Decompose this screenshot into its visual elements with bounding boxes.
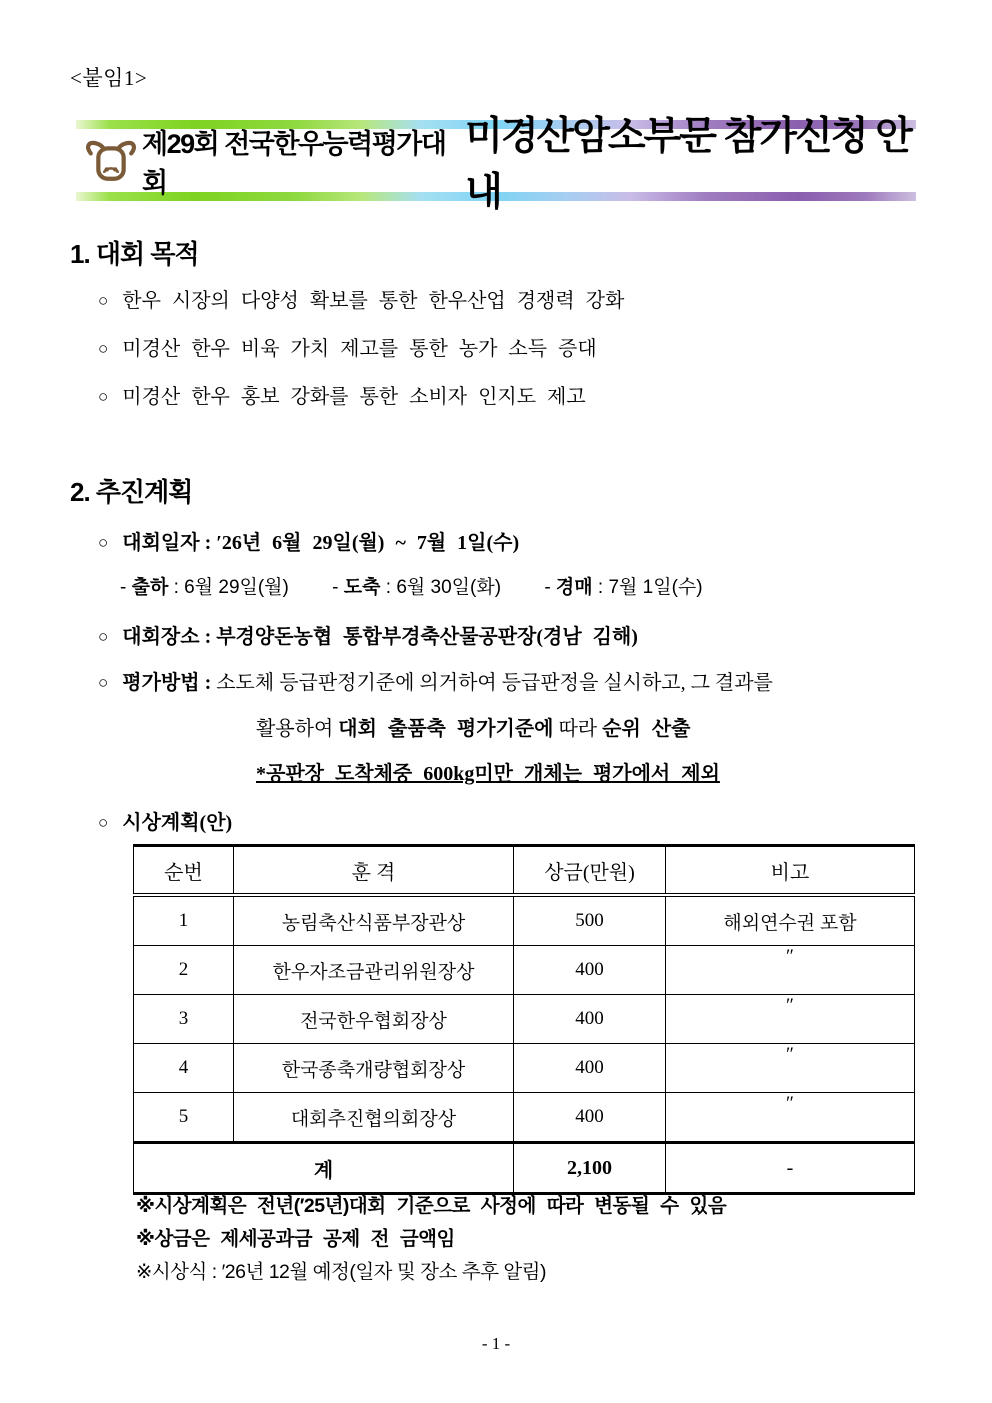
event-date-value: ′26년 6월 29일(월) ~ 7월 1일(수) [216, 532, 520, 554]
section2-heading: 2. 추진계획 [70, 477, 193, 507]
schedule-label: 경매 [555, 577, 593, 598]
cell-rank: 3 [134, 995, 234, 1044]
dash: - [120, 577, 127, 598]
schedule-value: 7월 1일(수) [608, 577, 703, 598]
table-row [134, 946, 915, 995]
cell-prize-title: 농림축산식품부장관상 [234, 895, 514, 946]
schedule-value: 6월 30일(화) [396, 577, 502, 598]
cell-prize-title: 한국종축개량협회장상 [234, 1044, 514, 1093]
method-text-2d: 순위 산출 [602, 718, 691, 740]
venue-line [98, 620, 638, 649]
cell-remarks: ″ [666, 995, 915, 1044]
table-row [134, 995, 915, 1044]
cell-prize-title: 대회추진협의회장상 [234, 1093, 514, 1143]
cell-rank: 2 [134, 946, 234, 995]
cow-head-icon [84, 139, 138, 183]
colon: : [173, 577, 179, 598]
award-table [133, 844, 915, 1195]
page-number: - 1 - [481, 1334, 511, 1353]
banner-title: 미경산암소부문 참가신청 안내 [465, 114, 911, 214]
table-header-row [134, 846, 915, 896]
method-label: 평가방법 [122, 672, 200, 694]
circle-bullet: ○ [98, 339, 109, 358]
dash: - [332, 577, 339, 598]
colon: : [597, 577, 604, 598]
schedule-item-slaughter [332, 577, 501, 598]
cell-rank: 4 [134, 1044, 234, 1093]
banner-subtitle: 제29회 전국한우능력평가대회 [142, 128, 446, 198]
footnote-2: ※상금은 제세공과금 공제 전 금액임 [136, 1228, 455, 1250]
circle-bullet: ○ [98, 673, 109, 692]
cell-rank: 5 [134, 1093, 234, 1143]
col-header-remarks: 비고 [666, 846, 915, 896]
bullet-text: 미경산 한우 비육 가치 제고를 통한 농가 소득 증대 [122, 338, 597, 360]
dash: - [544, 577, 551, 598]
method-exclusion-note: *공판장 도착체중 600kg미만 개체는 평가에서 제외 [256, 763, 720, 785]
footnote-3: ※시상식 : ′26년 12월 예정(일자 및 장소 추후 알림) [136, 1261, 547, 1283]
section1-bullet-3 [98, 380, 586, 409]
footnotes [136, 1190, 726, 1289]
total-label: 계 [134, 1143, 514, 1194]
cell-amount: 400 [514, 1044, 666, 1093]
event-date-line [98, 526, 519, 555]
colon: : [204, 672, 212, 694]
circle-bullet: ○ [98, 387, 109, 406]
circle-bullet: ○ [98, 533, 109, 552]
footnote-1: ※시상계획은 전년(′25년)대회 기준으로 사정에 따라 변동될 수 있음 [136, 1195, 727, 1217]
section1-heading: 1. 대회 목적 [70, 239, 199, 269]
col-header-amount: 상금(만원) [514, 846, 666, 896]
colon: : [385, 577, 392, 598]
schedule-line [120, 572, 741, 599]
method-line-1 [98, 666, 773, 695]
award-plan-label: 시상계획(안) [122, 812, 233, 834]
cell-amount: 500 [514, 895, 666, 946]
table-total-row [134, 1143, 915, 1194]
cell-prize-title: 전국한우협회장상 [234, 995, 514, 1044]
schedule-value: 6월 29일(월) [184, 577, 289, 598]
cell-amount: 400 [514, 946, 666, 995]
schedule-label: 출하 [131, 577, 169, 598]
bullet-text: 한우 시장의 다양성 확보를 통한 한우산업 경쟁력 강화 [122, 290, 625, 312]
method-text-2b: 대회 출품축 평가기준에 [338, 718, 554, 740]
table-row [134, 895, 915, 946]
venue-label: 대회장소 [122, 626, 200, 648]
bullet-text: 미경산 한우 홍보 강화를 통한 소비자 인지도 제고 [122, 386, 586, 408]
attachment-label: <붙임1> [70, 66, 148, 90]
event-date-label: 대회일자 [122, 532, 200, 554]
total-remarks: - [666, 1143, 915, 1194]
circle-bullet: ○ [98, 291, 109, 310]
award-plan-heading [98, 806, 232, 835]
table-row [134, 1044, 915, 1093]
cell-amount: 400 [514, 1093, 666, 1143]
schedule-item-auction [544, 577, 702, 598]
method-text-2a: 활용하여 [256, 718, 334, 740]
colon: : [204, 626, 212, 648]
cell-rank: 1 [134, 895, 234, 946]
table-row [134, 1093, 915, 1143]
cell-remarks: ″ [666, 1093, 915, 1143]
method-line-2 [256, 712, 690, 741]
schedule-label: 도축 [343, 577, 381, 598]
cell-prize-title: 한우자조금관리위원장상 [234, 946, 514, 995]
col-header-rank: 순번 [134, 846, 234, 896]
cell-amount: 400 [514, 995, 666, 1044]
section1-bullet-2 [98, 332, 597, 361]
venue-value: 부경양돈농협 통합부경축산물공판장(경남 김해) [216, 626, 638, 648]
circle-bullet: ○ [98, 813, 109, 832]
method-text-2c: 따라 [558, 718, 598, 740]
col-header-prize-title: 훈 격 [234, 846, 514, 896]
method-text-1: 소도체 등급판정기준에 의거하여 등급판정을 실시하고, 그 결과를 [216, 672, 773, 694]
schedule-item-shipping [120, 577, 289, 598]
total-amount: 2,100 [514, 1143, 666, 1194]
cell-remarks: ″ [666, 1044, 915, 1093]
cell-remarks: ″ [666, 946, 915, 995]
section1-bullet-1 [98, 284, 624, 313]
cell-remarks: 해외연수권 포함 [666, 895, 915, 946]
colon: : [204, 532, 212, 554]
title-banner [76, 114, 916, 214]
circle-bullet: ○ [98, 627, 109, 646]
